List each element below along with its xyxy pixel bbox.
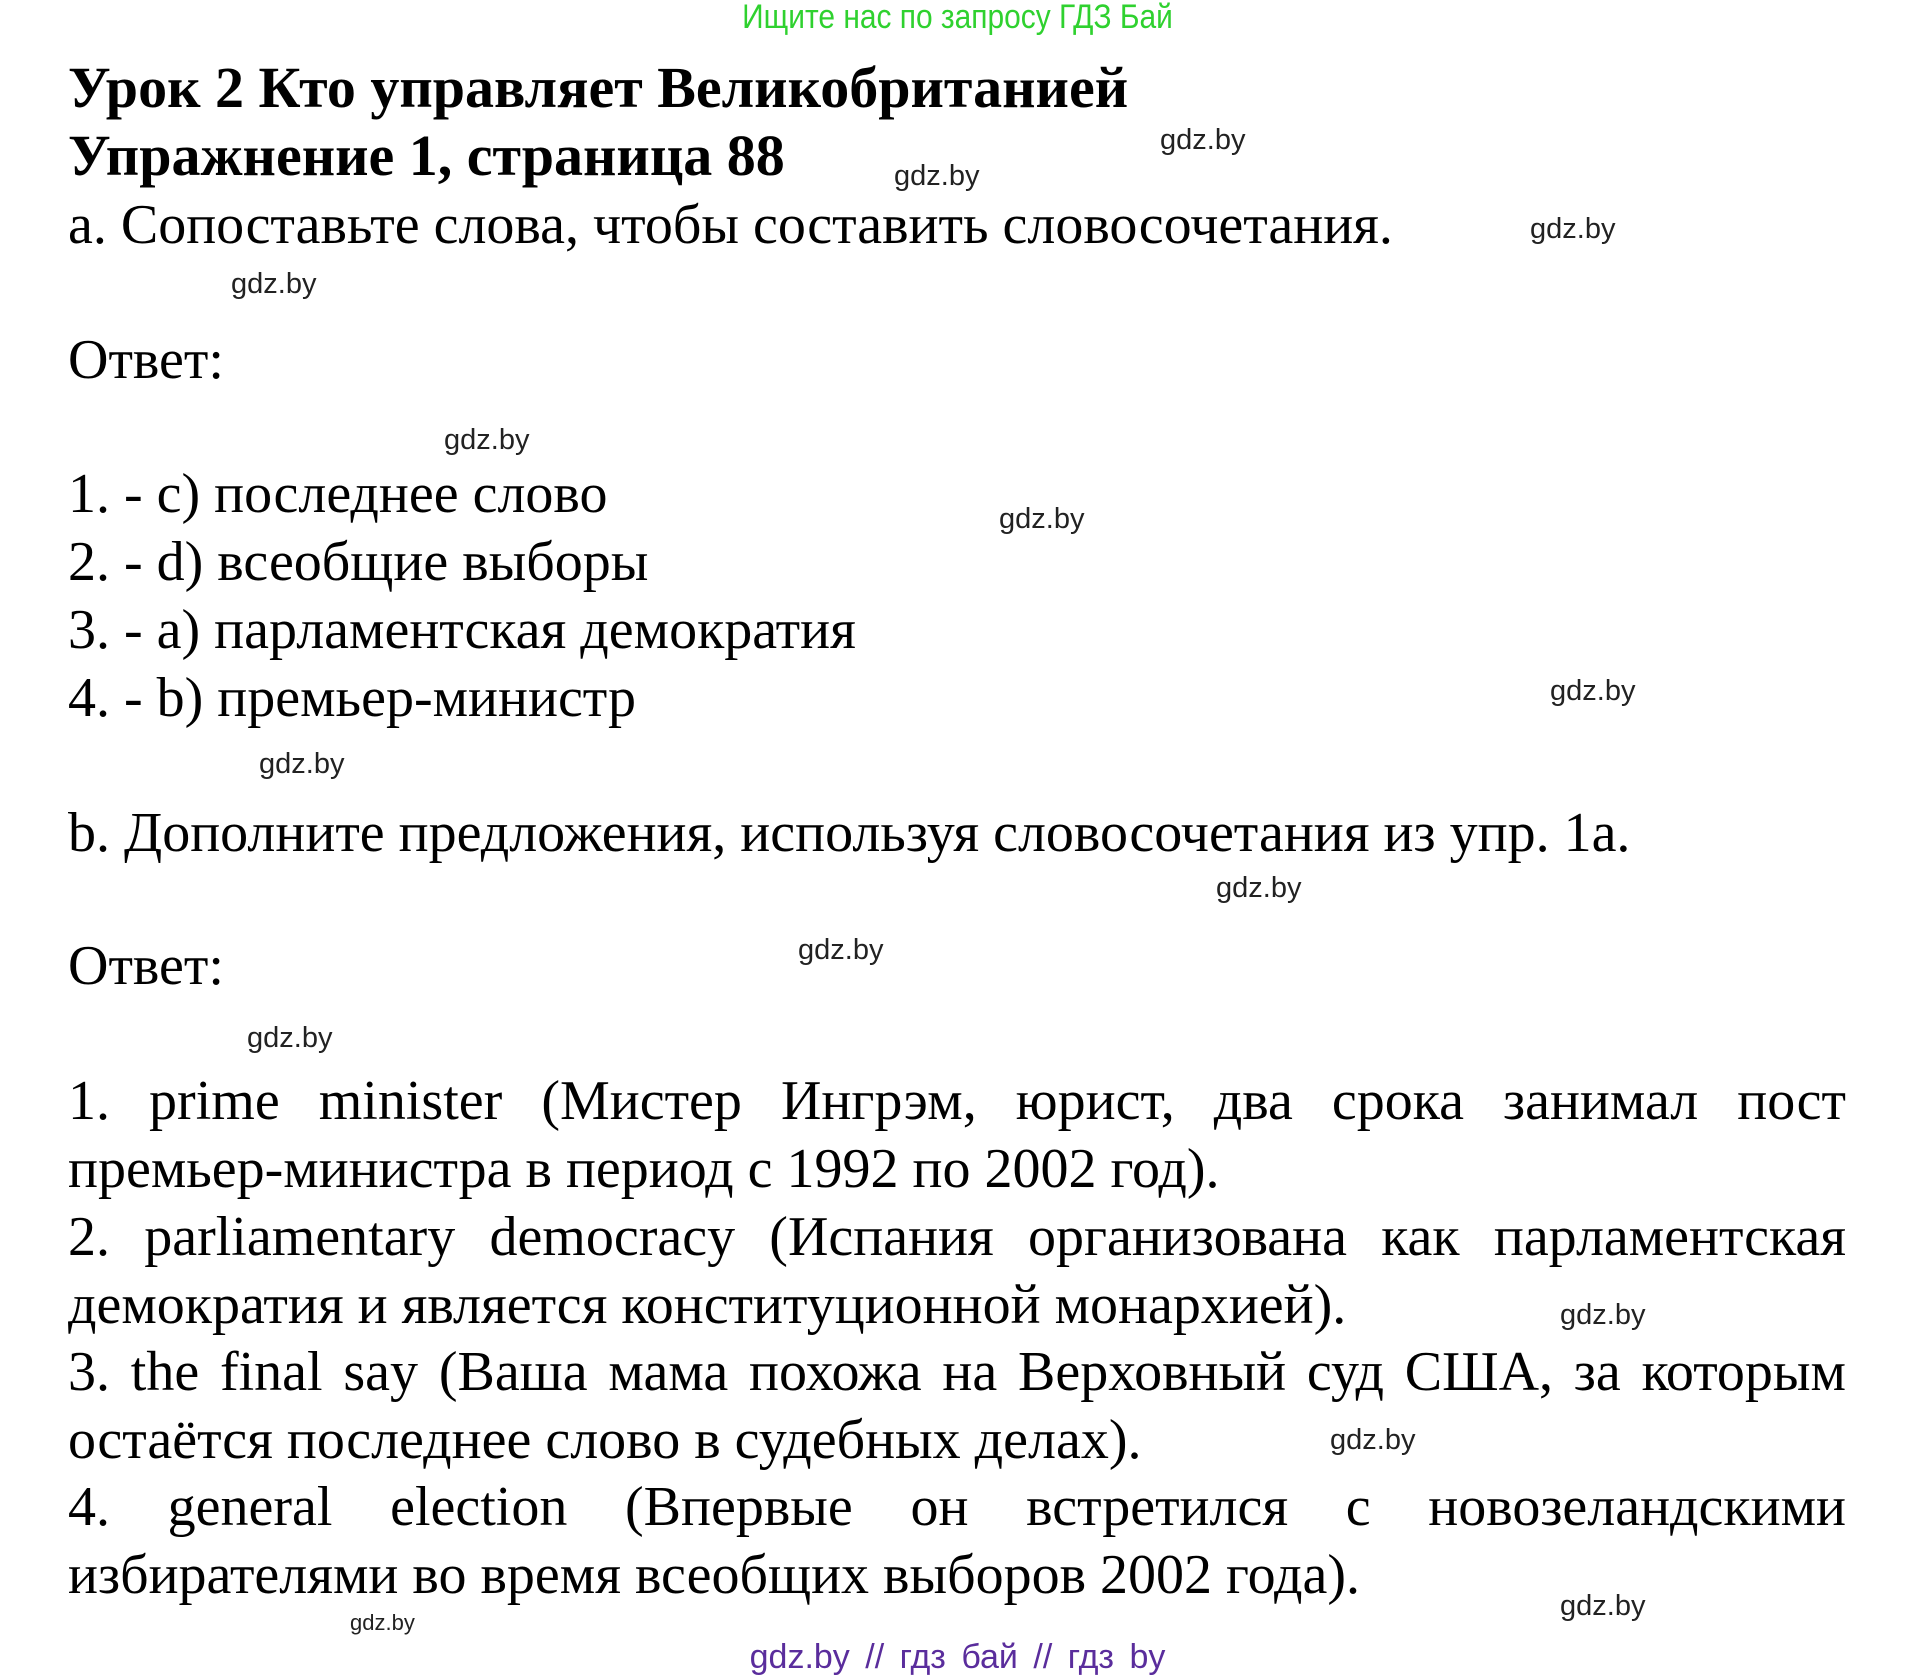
watermark: gdz.by xyxy=(1530,213,1616,245)
answer-line: 3. the final say (Ваша мама похожа на Верховный суд США, за которым xyxy=(68,1341,1846,1403)
answer-line: 2. parliamentary democracy (Испания организована как парламентская xyxy=(68,1206,1846,1268)
footer-links: gdz.by // гдз бай // гдз by xyxy=(749,1638,1166,1676)
lesson-title: Урок 2 Кто управляет Великобританией xyxy=(68,55,1129,120)
watermark: gdz.by xyxy=(1160,124,1246,156)
exercise-title: Упражнение 1, страница 88 xyxy=(68,123,785,188)
answer-a-item: 1. - c) последнее слово xyxy=(68,463,608,525)
watermark: gdz.by xyxy=(1560,1299,1646,1331)
answer-line: избирателями во время всеобщих выборов 2002 года). xyxy=(68,1544,1360,1606)
watermark: gdz.by xyxy=(798,934,884,966)
watermark: gdz.by xyxy=(999,503,1085,535)
answer-label-b: Ответ: xyxy=(68,935,224,997)
task-a: a. Сопоставьте слова, чтобы составить словосочетания. xyxy=(68,194,1393,256)
watermark: gdz.by xyxy=(350,1610,415,1635)
answer-line: демократия и является конституционной монархией). xyxy=(68,1274,1347,1336)
watermark: gdz.by xyxy=(1560,1590,1646,1622)
answer-b-item xyxy=(68,1338,1846,1474)
answer-a-item: 4. - b) премьер-министр xyxy=(68,667,636,729)
watermark: gdz.by xyxy=(444,424,530,456)
answer-b-item xyxy=(68,1473,1846,1609)
answer-line: остаётся последнее слово в судебных делах). xyxy=(68,1409,1142,1471)
answer-a-item: 2. - d) всеобщие выборы xyxy=(68,531,649,593)
answer-a-item: 3. - a) парламентская демократия xyxy=(68,599,856,661)
answer-line: премьер-министра в период с 1992 по 2002 год). xyxy=(68,1138,1220,1200)
watermark: gdz.by xyxy=(231,268,317,300)
watermark: gdz.by xyxy=(1216,872,1302,904)
watermark: gdz.by xyxy=(247,1022,333,1054)
search-banner: Ищите нас по запросу ГДЗ Бай xyxy=(742,0,1173,36)
watermark: gdz.by xyxy=(1330,1424,1416,1456)
watermark: gdz.by xyxy=(1550,675,1636,707)
answer-b-item xyxy=(68,1067,1846,1203)
watermark: gdz.by xyxy=(894,160,980,192)
watermark: gdz.by xyxy=(259,748,345,780)
answer-line: 1. prime minister (Мистер Ингрэм, юрист, два срока занимал пост xyxy=(68,1070,1846,1132)
answer-label-a: Ответ: xyxy=(68,329,224,391)
answer-line: 4. general election (Впервые он встретился с новозеландскими xyxy=(68,1476,1846,1538)
task-b: b. Дополните предложения, используя словосочетания из упр. 1a. xyxy=(68,802,1631,864)
